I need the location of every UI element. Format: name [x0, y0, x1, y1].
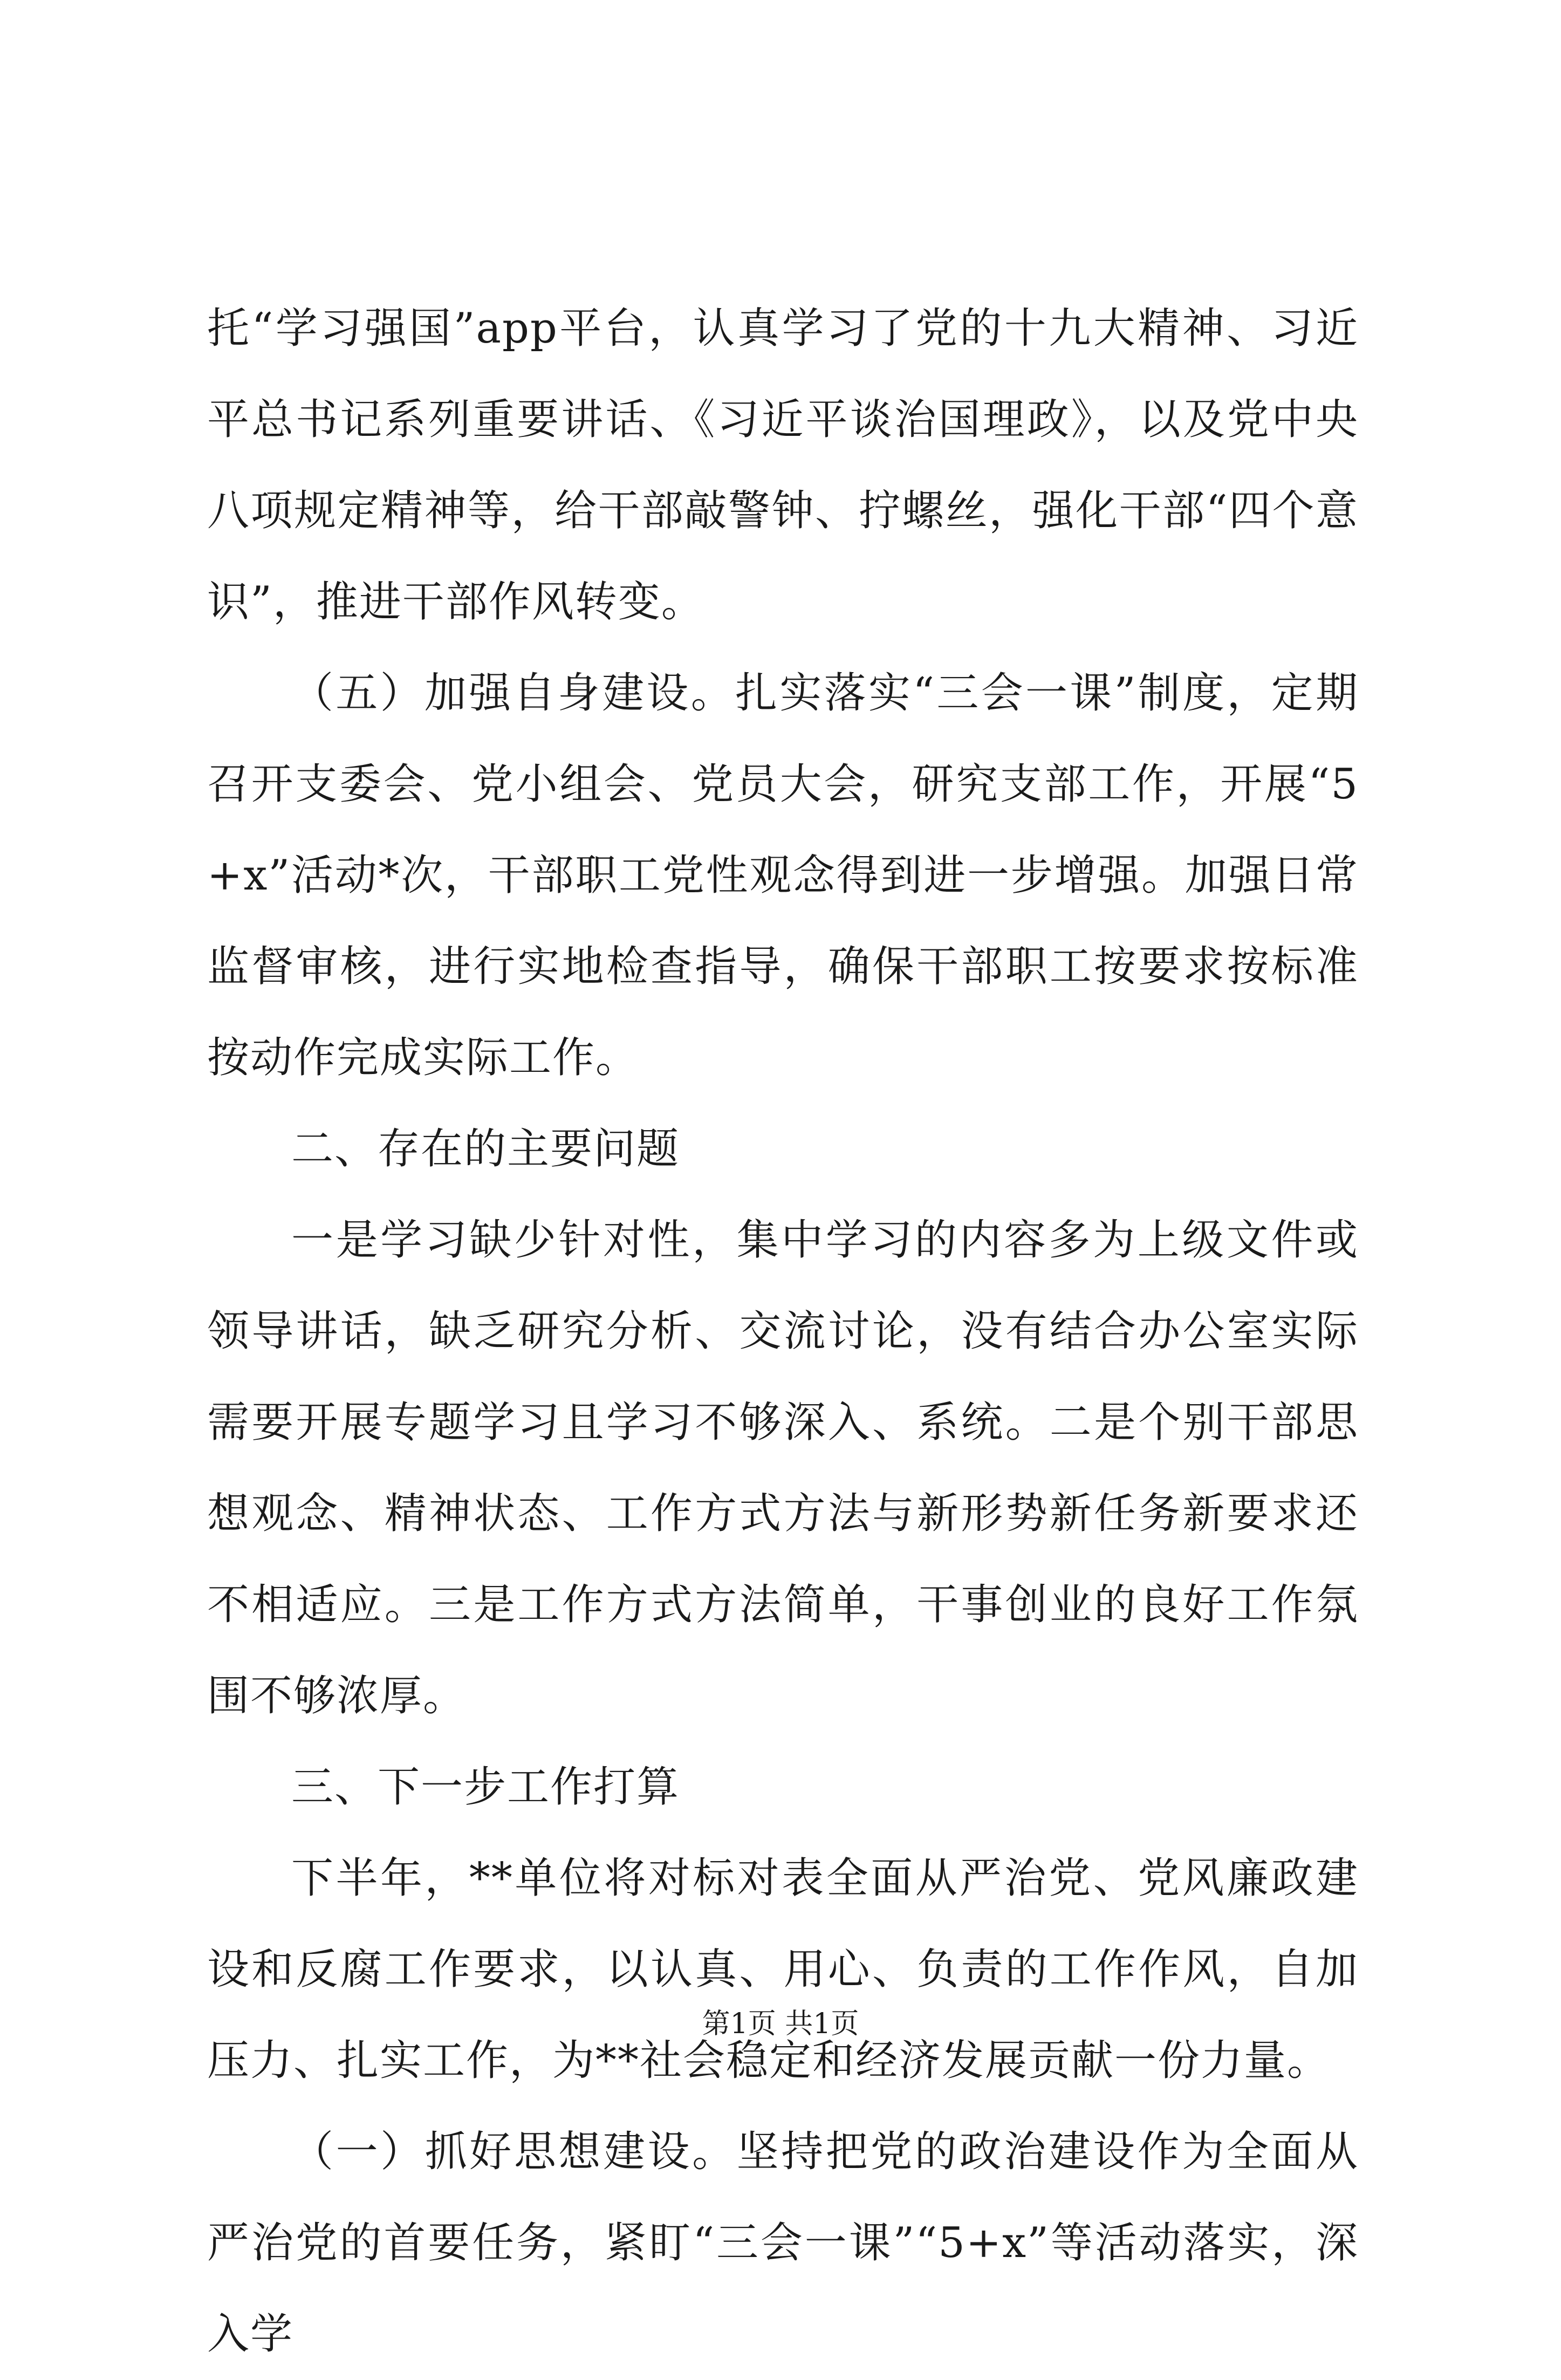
paragraph-self-construction: （五）加强自身建设。扎实落实“三会一课”制度，定期召开支委会、党小组会、党员大会，研究支部工作，开展“5+x”活动*次，干部职工党性观念得到进一步增强。加强日常监督审核，进行实地检查指导，确保干部职工按要求按标准按动作完成实际工作。	[207, 669, 1359, 1082]
section-heading-main-problems: 二、存在的主要问题	[291, 1125, 680, 1173]
page-footer: 第1页 共1页	[702, 2008, 859, 2040]
document-body	[207, 283, 1359, 2380]
paragraph-problems: 一是学习缺少针对性，集中学习的内容多为上级文件或领导讲话，缺乏研究分析、交流讨论，没有结合办公室实际需要开展专题学习且学习不够深入、系统。二是个别干部思想观念、精神状态、工作方式方法与新形势新任务新要求还不相适应。三是工作方式方法简单，干事创业的良好工作氛围不够浓厚。	[207, 1216, 1359, 1720]
paragraph-second-half-plan: 下半年，**单位将对标对表全面从严治党、党风廉政建设和反腐工作要求，以认真、用心、负责的工作作风，自加压力、扎实工作，为**社会稳定和经济发展贡献一份力量。	[207, 1854, 1359, 2085]
paragraph-ideological-construction: （一）抓好思想建设。坚持把党的政治建设作为全面从严治党的首要任务，紧盯“三会一课”“5+x”等活动落实，深入学	[207, 2128, 1359, 2358]
paragraph-study-platform: 托“学习强国”app平台，认真学习了党的十九大精神、习近平总书记系列重要讲话、《习近平谈治国理政》，以及党中央八项规定精神等，给干部敲警钟、拧螺丝，强化干部“四个意识”，推进干部作风转变。	[207, 304, 1359, 626]
section-heading-next-steps: 三、下一步工作打算	[291, 1763, 680, 1811]
